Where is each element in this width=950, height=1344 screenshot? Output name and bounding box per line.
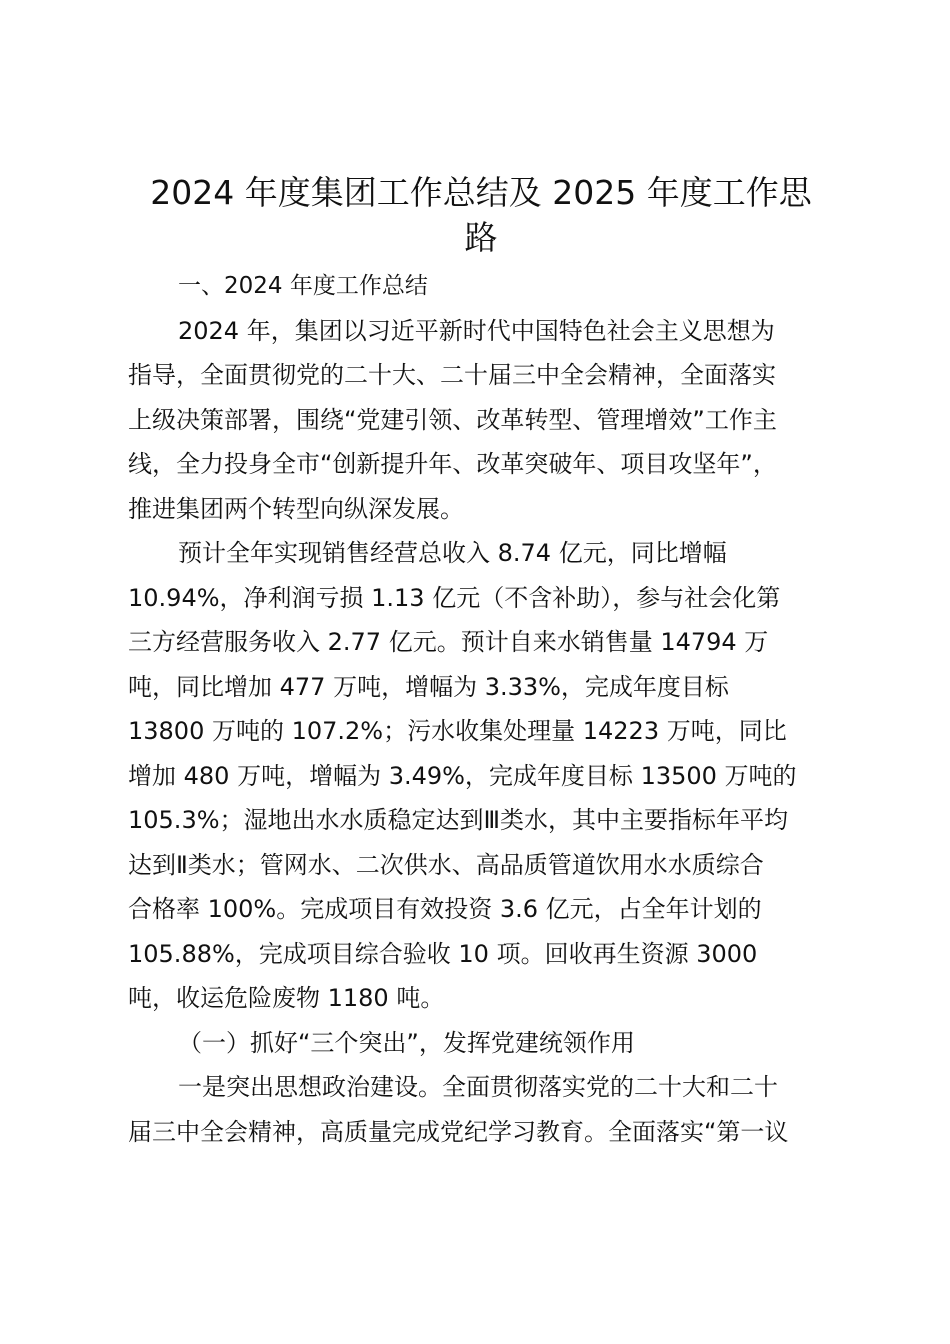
paragraph-line: 届三中全会精神，高质量完成党纪学习教育。全面落实“第一议: [128, 1117, 789, 1146]
paragraph-line: 推进集团两个转型向纵深发展。: [128, 494, 464, 523]
paragraph-line: 吨，收运危险废物 1180 吨。: [128, 984, 445, 1012]
paragraph-summary: [128, 309, 834, 532]
paragraph-party-building: [128, 1065, 834, 1154]
paragraph-line: 增加 480 万吨，增幅为 3.49%，完成年度目标 13500 万吨的: [128, 761, 797, 790]
paragraph-line: 2024 年，集团以习近平新时代中国特色社会主义思想为: [178, 316, 775, 345]
paragraph-line: 一是突出思想政治建设。全面贯彻落实党的二十大和二十: [178, 1073, 778, 1101]
subheading-text: （一）抓好“三个突出”，发挥党建统领作用: [178, 1028, 635, 1057]
paragraph-line: 13800 万吨的 107.2%；污水收集处理量 14223 万吨，同比: [128, 717, 787, 745]
paragraph-line: 105.88%，完成项目综合验收 10 项。回收再生资源 3000: [128, 939, 758, 968]
paragraph-figures: [128, 531, 834, 1021]
paragraph-line: 三方经营服务收入 2.77 亿元。预计自来水销售量 14794 万: [128, 628, 769, 656]
document-body: [128, 170, 834, 1154]
paragraph-line: 105.3%；湿地出水水质稳定达到Ⅲ类水，其中主要指标年平均: [128, 806, 789, 834]
paragraph-line: 预计全年实现销售经营总收入 8.74 亿元，同比增幅: [178, 539, 727, 567]
paragraph-line: 吨，同比增加 477 万吨，增幅为 3.33%，完成年度目标: [128, 672, 729, 701]
document-title: [128, 170, 834, 260]
paragraph-line: 上级决策部署，围绕“党建引领、改革转型、管理增效”工作主: [128, 405, 777, 434]
title-line-1: 2024 年度集团工作总结及 2025 年度工作思: [150, 173, 812, 212]
paragraph-line: 指导，全面贯彻党的二十大、二十届三中全会精神，全面落实: [128, 361, 776, 389]
paragraph-line: 线，全力投身全市“创新提升年、改革突破年、项目攻坚年”，: [128, 450, 777, 478]
title-line-2: 路: [464, 218, 498, 257]
subheading: [128, 1021, 834, 1066]
section-heading: 一、2024 年度工作总结: [178, 273, 428, 299]
paragraph-line: 合格率 100%。完成项目有效投资 3.6 亿元，占全年计划的: [128, 895, 762, 923]
paragraph-line: 达到Ⅱ类水；管网水、二次供水、高品质管道饮用水水质综合: [128, 850, 764, 879]
paragraph-line: 10.94%，净利润亏损 1.13 亿元（不含补助），参与社会化第: [128, 583, 781, 612]
